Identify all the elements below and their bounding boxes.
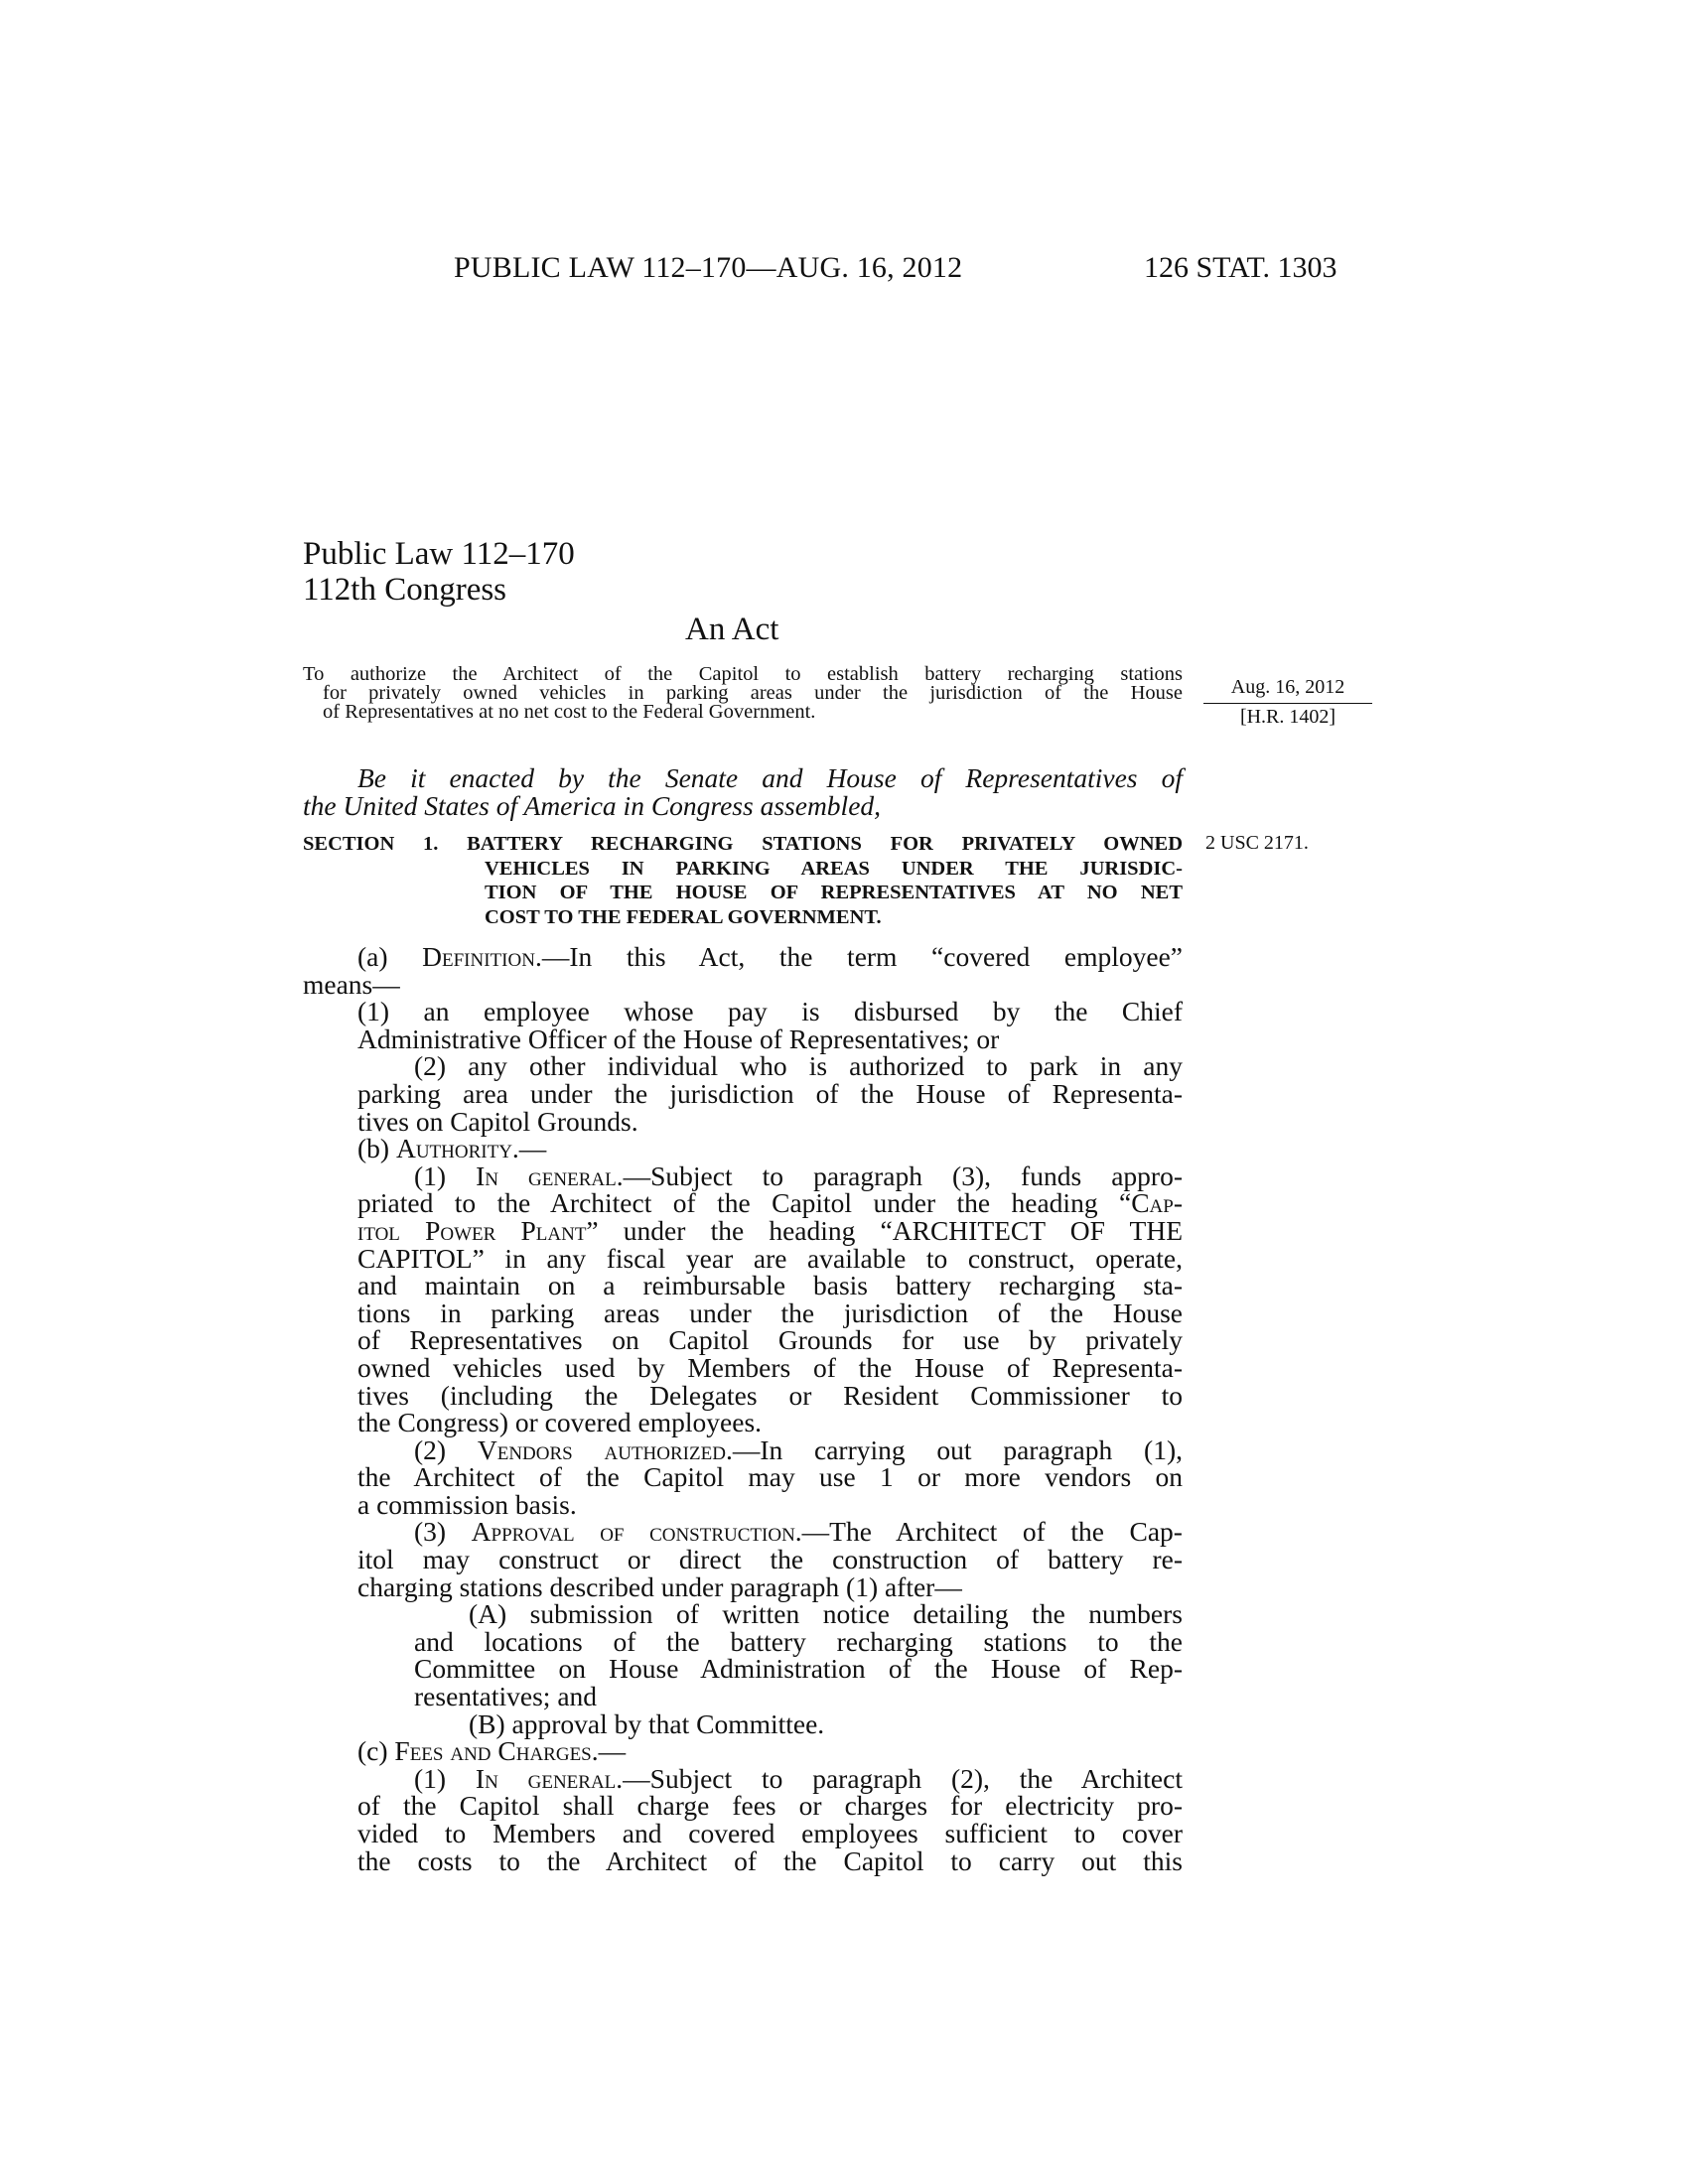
heading-reference: Cap-: [1131, 1187, 1183, 1219]
paragraph-line: parking area under the jurisdiction of the House of Representa-: [357, 1077, 1183, 1109]
paragraph-caption: Vendors authorized: [477, 1433, 726, 1465]
paragraph-line: the Congress) or covered employees.: [357, 1407, 763, 1438]
paragraph-line: CAPITOL” in any fiscal year are available to construct, operate,: [357, 1242, 1183, 1274]
text: .—: [591, 1735, 627, 1767]
section-heading-line: COST TO THE FEDERAL GOVERNMENT.: [485, 905, 882, 928]
text: .—: [511, 1133, 547, 1164]
subsection-c-line: [303, 1737, 1183, 1765]
text: .—In carrying out paragraph (1),: [725, 1433, 1183, 1465]
paragraph-line: and maintain on a reimbursable basis battery recharging sta-: [357, 1270, 1183, 1301]
paragraph-line: [303, 1214, 1183, 1246]
paragraph-line: [303, 1762, 1183, 1794]
paragraph-line: itol may construct or direct the construction of battery re-: [357, 1544, 1183, 1575]
subparagraph-line: (A) submission of written notice detailing the numbers: [469, 1598, 1183, 1630]
paragraph-line: Administrative Officer of the House of Representatives; or: [357, 1023, 1000, 1054]
text: .—The Architect of the Cap-: [794, 1516, 1183, 1548]
text: priated to the Architect of the Capitol under the heading “: [357, 1187, 1132, 1219]
paragraph-line: (1) an employee whose pay is disbursed by the Chief: [357, 996, 1183, 1027]
stat-page-number: 126 STAT. 1303: [1144, 251, 1337, 284]
margin-note-usc: 2 USC 2171.: [1205, 832, 1309, 854]
section-body: [303, 943, 1183, 1874]
text: .—Subject to paragraph (3), funds appro-: [616, 1160, 1183, 1191]
section-heading-continuation: [303, 857, 1183, 930]
paragraph-label: (1): [414, 1762, 476, 1794]
section-heading-line: VEHICLES IN PARKING AREAS UNDER THE JURISDIC-: [485, 857, 1183, 880]
subsection-caption: Definition: [422, 941, 535, 972]
subparagraph-line: and locations of the battery recharging stations to the: [414, 1625, 1183, 1657]
paragraph-line: [303, 1162, 1183, 1190]
subparagraph-line: resentatives; and: [414, 1681, 598, 1712]
paragraph-label: (2): [414, 1433, 478, 1465]
running-head: PUBLIC LAW 112–170—AUG. 16, 2012: [454, 251, 963, 284]
text: ” under the heading “ARCHITECT OF THE: [586, 1214, 1183, 1246]
paragraph-line: (2) any other individual who is authorized to park in any: [414, 1050, 1183, 1082]
subsection-label: (a): [357, 941, 423, 972]
paragraph-label: (1): [414, 1160, 477, 1191]
subparagraph-line: Committee on House Administration of the House of Rep-: [414, 1653, 1183, 1685]
paragraph-label: (3): [414, 1516, 472, 1548]
subsection-a-line: [303, 943, 1183, 971]
margin-note-date: Aug. 16, 2012: [1203, 676, 1372, 704]
purpose-line: for privately owned vehicles in parking areas under the jurisdiction of the House: [323, 682, 1183, 704]
subsection-label: (c): [357, 1735, 395, 1767]
subsection-caption: Fees and Charges: [394, 1735, 592, 1767]
paragraph-line: [303, 1189, 1183, 1217]
subsection-b-line: [303, 1135, 1183, 1162]
text: .—Subject to paragraph (2), the Architect: [616, 1762, 1183, 1794]
purpose-paragraph: [303, 665, 1183, 722]
paragraph-caption: In general: [475, 1762, 617, 1794]
paragraph-line: owned vehicles used by Members of the House of Representa-: [357, 1351, 1183, 1383]
section-heading-line: SECTION 1. BATTERY RECHARGING STATIONS FOR PRIVATELY OWNED: [303, 833, 1183, 855]
paragraph-line: [303, 1518, 1183, 1546]
purpose-line: To authorize the Architect of the Capitol to establish battery recharging stations: [303, 663, 1183, 685]
paragraph-caption: In general: [476, 1160, 617, 1191]
paragraph-line: of Representatives on Capitol Grounds for use by privately: [357, 1324, 1183, 1356]
section-heading-line: TION OF THE HOUSE OF REPRESENTATIVES AT NO NET: [485, 882, 1183, 903]
paragraph-line: tives on Capitol Grounds.: [357, 1105, 638, 1137]
paragraph-line: the Architect of the Capitol may use 1 or more vendors on: [357, 1461, 1183, 1493]
paragraph-caption: Approval of construction: [471, 1516, 795, 1548]
paragraph-line: [303, 1433, 1183, 1465]
subsection-label: (b): [357, 1133, 396, 1164]
paragraph-line: tives (including the Delegates or Resident Commissioner to: [357, 1379, 1183, 1411]
subsection-a-line: means—: [303, 968, 400, 1000]
enacting-line: Be it enacted by the Senate and House of Representatives of: [357, 762, 1183, 793]
subsection-caption: Authority: [395, 1133, 512, 1164]
congress-number: 112th Congress: [303, 572, 507, 608]
text: .—In this Act, the term “covered employee”: [534, 941, 1183, 972]
paragraph-line: vided to Members and covered employees sufficient to cover: [357, 1818, 1183, 1848]
margin-note-bill: [H.R. 1402]: [1239, 706, 1336, 728]
purpose-line: of Representatives at no net cost to the Federal Government.: [323, 701, 816, 723]
enacting-line: the United States of America in Congress assembled,: [303, 790, 882, 821]
paragraph-line: a commission basis.: [357, 1488, 577, 1520]
paragraph-line: of the Capitol shall charge fees or charges for electricity pro-: [357, 1790, 1183, 1822]
heading-reference: itol Power Plant: [357, 1214, 587, 1246]
paragraph-line: the costs to the Architect of the Capitol to carry out this: [357, 1844, 1183, 1876]
section-heading: [303, 832, 1183, 929]
paragraph-line: tions in parking areas under the jurisdiction of the House: [357, 1297, 1183, 1328]
subparagraph-line: (B) approval by that Committee.: [469, 1707, 825, 1739]
act-heading: An Act: [685, 612, 779, 647]
paragraph-line: charging stations described under paragraph (1) after—: [357, 1570, 962, 1602]
enacting-clause: [303, 764, 1183, 820]
public-law-number: Public Law 112–170: [303, 536, 575, 572]
